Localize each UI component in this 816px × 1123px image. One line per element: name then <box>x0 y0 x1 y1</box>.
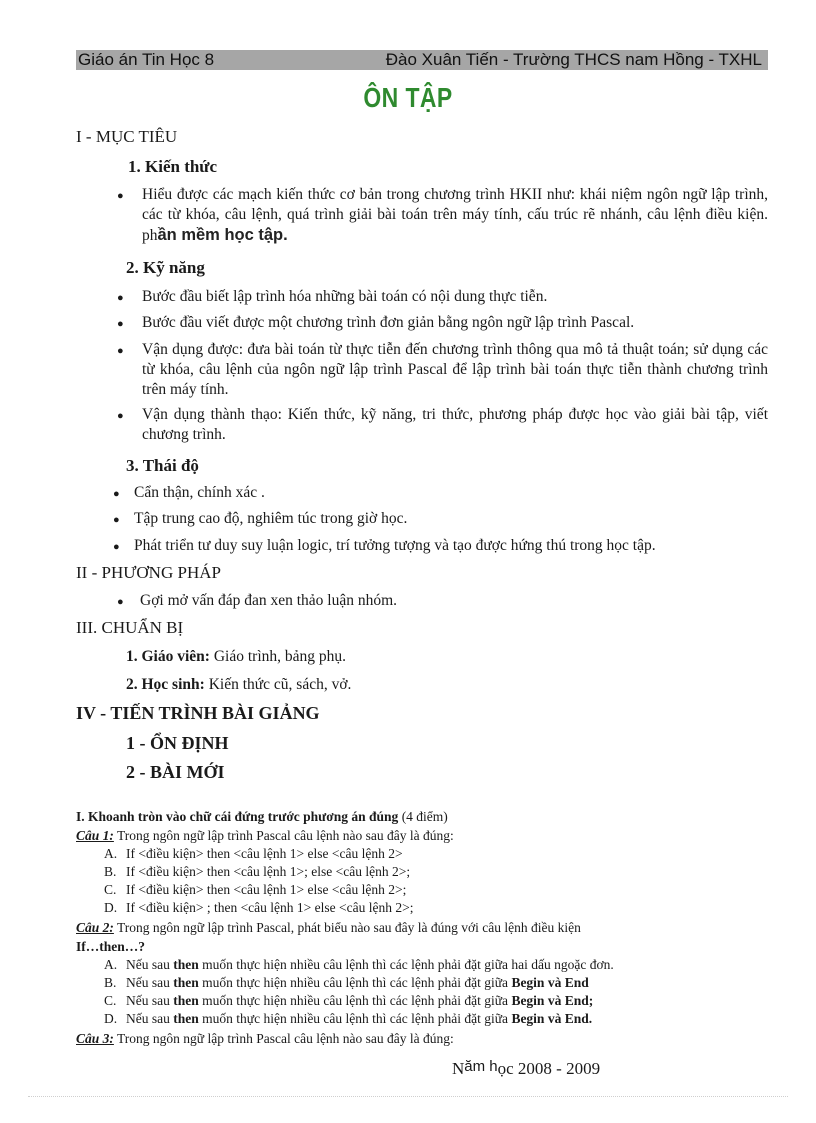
question-1: Câu 1: Trong ngôn ngữ lập trình Pascal câu lệnh nào sau đây là đúng: <box>76 828 454 843</box>
q1-option: A. If <điều kiện> then <câu lệnh 1> else <câu lệnh 2> <box>104 846 403 861</box>
ky-nang-item: Vận dụng thành thạo: Kiến thức, kỹ năng, tri thức, phương pháp được học vào giải bài tập, viết chương trình. <box>142 406 768 443</box>
subheading-on-dinh: 1 - ỔN ĐỊNH <box>126 733 229 753</box>
section-heading-3: III. CHUẨN BỊ <box>76 618 184 637</box>
phuong-phap-item: Gợi mở vấn đáp đan xen thảo luận nhóm. <box>140 592 398 609</box>
question-2-cont: If…then…? <box>76 939 146 954</box>
section-heading-2: II - PHƯƠNG PHÁP <box>76 563 221 582</box>
ky-nang-item: Vận dụng được: đưa bài toán từ thực tiễn đến chương trình thông qua mô tả thuật toán; sử dụng các từ khóa, câu lệnh của ngôn ngữ lập trình Pascal để lập trình bài toán thực tiễn thành chương trình trên máy tính. <box>142 341 768 398</box>
bullet-icon: ● <box>113 514 120 526</box>
q1-option: B. If <điều kiện> then <câu lệnh 1>; else <câu lệnh 2>; <box>104 864 411 879</box>
kien-thuc-item: Hiểu được các mạch kiến thức cơ bản trong chương trình HKII như: khái niệm ngôn ngữ lập trình, các từ khóa, câu lệnh, quá trình giải bài toán trên máy tính, cấu trúc rẽ nhánh, câu lệnh điều kiện. phần mềm học tập. <box>142 186 768 244</box>
subheading-bai-moi: 2 - BÀI MỚI <box>126 762 225 782</box>
bullet-icon: ● <box>117 410 124 422</box>
chuan-bi-giao-vien: 1. Giáo viên: Giáo trình, bảng phụ. <box>126 648 347 665</box>
thai-do-item: Phát triển tư duy suy luận logic, trí tưởng tượng và tạo được hứng thú trong học tập. <box>134 537 656 554</box>
page-bottom-divider <box>28 1096 788 1097</box>
q2-option: C. Nếu sau then muốn thực hiện nhiều câu lệnh thì các lệnh phải đặt giữa Begin và End; <box>104 993 594 1008</box>
thai-do-item: Cẩn thận, chính xác . <box>134 484 265 501</box>
question-2: Câu 2: Trong ngôn ngữ lập trình Pascal, phát biểu nào sau đây là đúng với câu lệnh điều kiện <box>76 920 581 935</box>
header-right: Đào Xuân Tiến - Trường THCS nam Hồng - TXHL <box>385 50 762 69</box>
thai-do-item: Tập trung cao độ, nghiêm túc trong giờ học. <box>134 510 408 527</box>
subheading-ky-nang: 2. Kỹ năng <box>126 258 205 277</box>
bullet-icon: ● <box>113 488 120 500</box>
q1-option: D. If <điều kiện> ; then <câu lệnh 1> else <câu lệnh 2>; <box>104 900 414 915</box>
bullet-icon: ● <box>117 318 124 330</box>
subheading-kien-thuc: 1. Kiến thức <box>128 157 218 176</box>
header-left: Giáo án Tin Học 8 <box>78 50 215 69</box>
q2-option: D. Nếu sau then muốn thực hiện nhiều câu lệnh thì các lệnh phải đặt giữa Begin và End. <box>104 1011 593 1026</box>
page-footer: Năm học 2008 - 2009 <box>452 1058 601 1078</box>
section-heading-1: I - MỤC TIÊU <box>76 127 178 146</box>
bullet-icon: ● <box>117 596 124 608</box>
q2-option: A. Nếu sau then muốn thực hiện nhiều câu lệnh thì các lệnh phải đặt giữa hai dấu ngoặc đơn. <box>104 957 614 972</box>
subheading-thai-do: 3. Thái độ <box>126 456 199 475</box>
q2-option: B. Nếu sau then muốn thực hiện nhiều câu lệnh thì các lệnh phải đặt giữa Begin và End <box>104 975 589 990</box>
quiz-intro: I. Khoanh tròn vào chữ cái đứng trước phương án đúng (4 điểm) <box>76 809 448 824</box>
bullet-icon: ● <box>117 345 124 357</box>
ky-nang-item: Bước đầu viết được một chương trình đơn giản bằng ngôn ngữ lập trình Pascal. <box>142 314 635 331</box>
chuan-bi-hoc-sinh: 2. Học sinh: Kiến thức cũ, sách, vở. <box>126 676 352 693</box>
bullet-icon: ● <box>117 190 124 202</box>
section-heading-4: IV - TIẾN TRÌNH BÀI GIẢNG <box>76 703 320 723</box>
bullet-icon: ● <box>117 292 124 304</box>
question-3: Câu 3: Trong ngôn ngữ lập trình Pascal câu lệnh nào sau đây là đúng: <box>76 1031 454 1046</box>
q1-option: C. If <điều kiện> then <câu lệnh 1> else <câu lệnh 2>; <box>104 882 407 897</box>
page-title: ÔN TẬP <box>363 82 453 113</box>
bullet-icon: ● <box>113 541 120 553</box>
ky-nang-item: Bước đầu biết lập trình hóa những bài toán có nội dung thực tiễn. <box>142 288 548 305</box>
page-header <box>76 50 768 70</box>
